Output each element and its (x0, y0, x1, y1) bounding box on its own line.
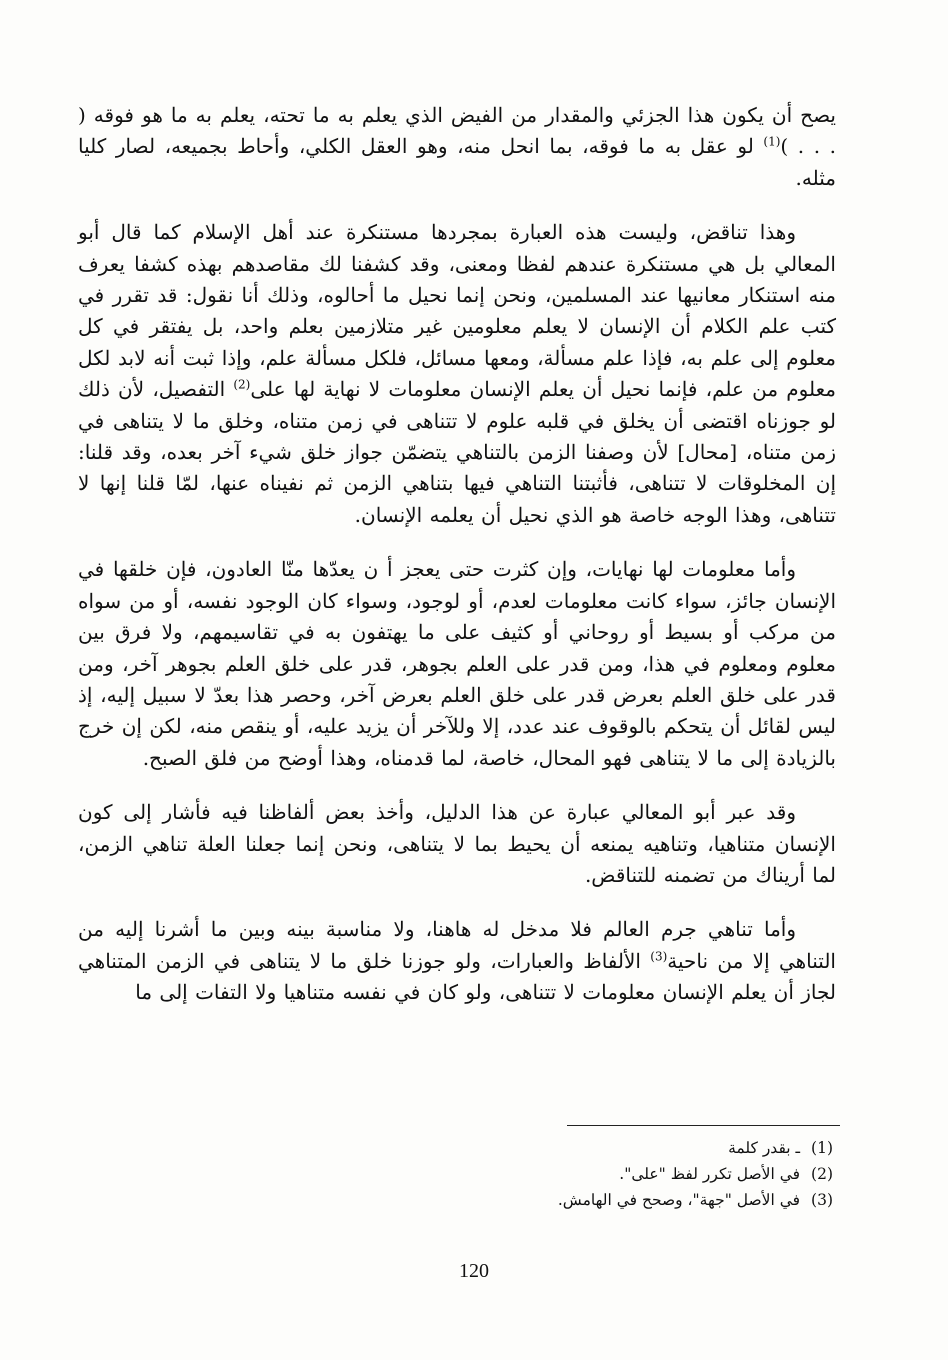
paragraph-3-text: وأما معلومات لها نهايات، وإن كثرت حتى يعجز أ ن يعدّها منّا العادون، فإن خلقها في الإنسان جائز، سواء كانت معلومات لعدم، أو لوجود، وسواء كان الوجود نفسه، أو من سواه من مركب أو بسيط أو روحاني أو كثيف على ما يهتفون به في تقاسيمهم، ولا فرق بين معلوم ومعلوم في هذا، ومن قدر على العلم بجوهر، قدر على خلق العلم بجوهر آخر، ومن قدر على خلق العلم بعرض قدر على خلق العلم بعرض آخر، وحصر هذا بعدّ لا سبيل إليه، إذ ليس لقائل أن يتحكم بالوقوف عند عدد، إلا وللآخر أن يزيد عليه، أو ينقص منه، لكن إن خرج بالزيادة إلى ما لا يتناهى فهو المحال، خاصة، لما قدمناه، وهذا أوضح من فلق الصبح. (78, 557, 836, 770)
footnote-1-text: ـ بقدر كلمة (728, 1139, 801, 1157)
paragraph-5 (78, 914, 836, 1008)
paragraph-1-text-a: يصح أن يكون هذا الجزئي والمقدار من الفيض الذي يعلم به ما تحته، يعلم به ما هو فوقه ( . . . ) (78, 103, 837, 159)
footnote-2-text: في الأصل تكرر لفظ "على". (619, 1165, 801, 1183)
footnote-ref-2: (2) (233, 377, 251, 392)
footnote-ref-1: (1) (763, 134, 781, 149)
footnote-3 (333, 1187, 833, 1213)
paragraph-4 (78, 797, 836, 891)
paragraph-1 (78, 100, 836, 194)
footnote-separator (567, 1125, 840, 1126)
paragraph-2-text-a: وهذا تناقض، وليست هذه العبارة بمجردها مستنكرة عند أهل الإسلام كما قال أبو المعالي بل هي مستنكرة عندهم لفظا ومعنى، وقد كشفنا لك مقاصدهم بهذه كشفا يعرف منه استنكار معانيها عند المسلمين، ونحن إنما نحيل ما أحالوه، وذلك أنا نقول: قد تقرر في كتب علم الكلام أن الإنسان لا يعلم معلومين غير متلازمين بعلم واحد، بل يفتقر في كل معلوم إلى علم به، فإذا علم مسألة، ومعها مسائل، فلكل مسألة علم، وإذا ثبت أنه لابد لكل معلوم من علم، فإنما نحيل أن يعلم الإنسان معلومات لا نهاية لها على (78, 220, 836, 402)
footnote-1-number: (1) (811, 1139, 833, 1157)
paragraph-2-text-b: التفصيل، لأن ذلك لو جوزناه اقتضى أن يخلق في قلبه علوم لا تتناهى في زمن متناه، وخلق ما لا يتناهى في زمن متناه، [محال] لأن وصفنا الزمن بالتناهي يتضمّن جواز خلق شيء آخر بعده، وقد قلنا: إن المخلوقات لا تتناهى، فأثبتنا التناهي فيها بتناهي الزمن ثم نفيناه عنها، لمّا قلنا إنها لا تتناهى، وهذا الوجه خاصة هو الذي نحيل أن يعلمه الإنسان. (78, 377, 836, 527)
page-number: 120 (459, 1260, 489, 1282)
footnote-3-text: في الأصل "جهة"، وصحح في الهامش. (557, 1191, 801, 1209)
footnote-2-number: (2) (811, 1165, 833, 1183)
main-text (78, 100, 836, 1009)
paragraph-2 (78, 217, 836, 531)
paragraph-1-text-b: لو عقل به ما فوقه، بما انحل منه، وهو العقل الكلي، وأحاط بجميعه، لصار كليا مثله. (78, 134, 836, 190)
paragraph-4-text: وقد عبر أبو المعالي عبارة عن هذا الدليل، وأخذ بعض ألفاظنا فيه فأشار إلى كون الإنسان متناهيا، وتناهيه يمنعه أن يحيط بما لا يتناهى، ونحن إنما جعلنا العلة تناهي الزمن، لما أريناك من تضمنه للتناقض. (78, 800, 836, 887)
footnote-1 (333, 1135, 833, 1161)
footnotes (333, 1135, 833, 1213)
footnote-ref-3: (3) (650, 949, 668, 964)
footnote-3-number: (3) (811, 1191, 833, 1209)
paragraph-5-text-b: الألفاظ والعبارات، ولو جوزنا خلق ما لا يتناهى في الزمن المتناهي لجاز أن يعلم الإنسان معلومات لا تتناهى، ولو كان في نفسه متناهيا ولا التفات إلى ما (78, 948, 836, 1005)
paragraph-5-text-a: وأما تناهي جرم العالم فلا مدخل له هاهنا، ولا مناسبة بينه وبين ما أشرنا إليه من التناهي إلا من ناحية (78, 917, 836, 973)
footnote-2 (333, 1161, 833, 1187)
paragraph-3 (78, 554, 836, 774)
